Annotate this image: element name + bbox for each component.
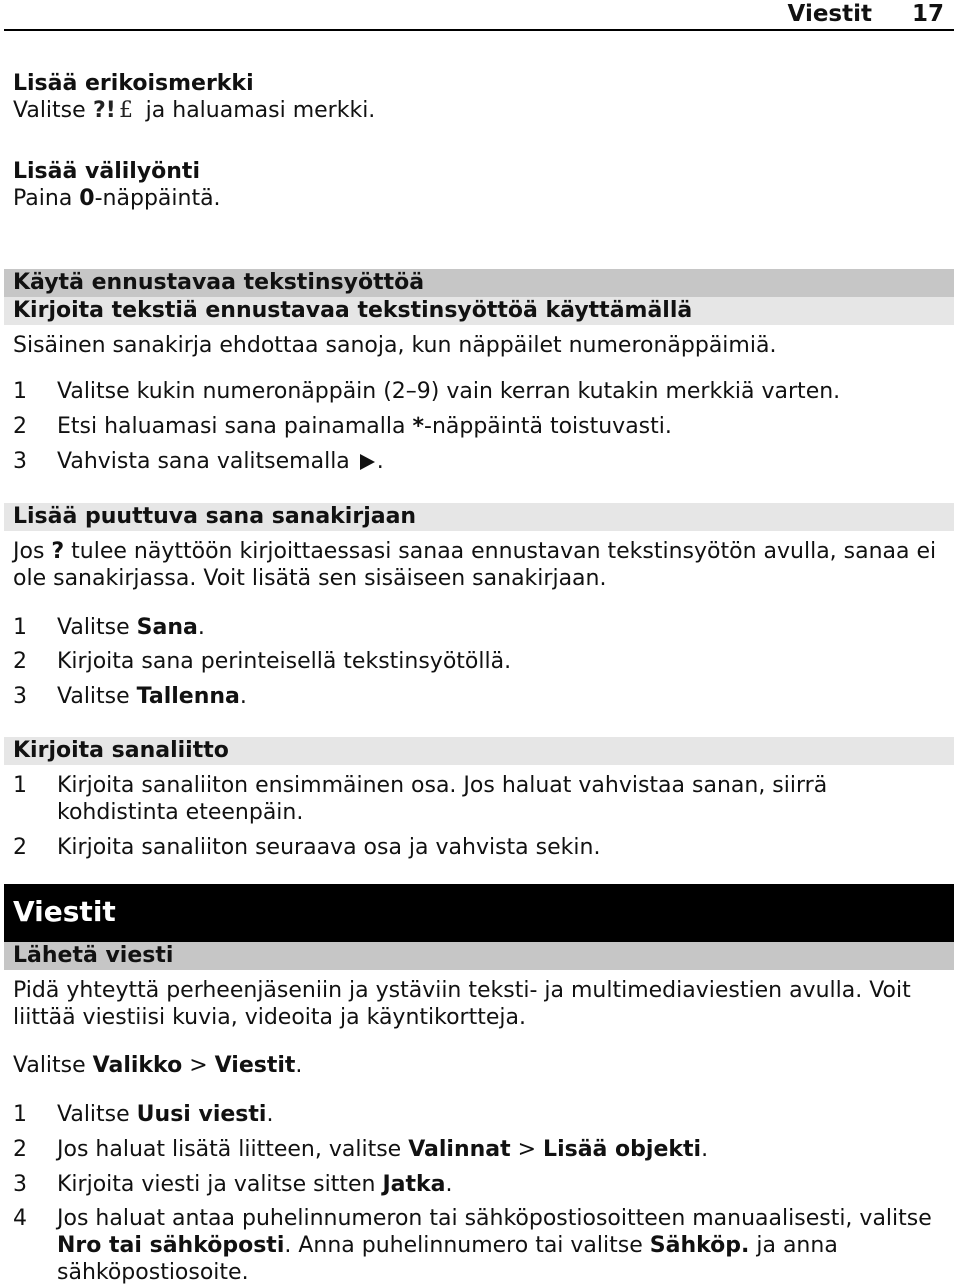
predictive-step-1 bbox=[13, 378, 952, 405]
path-separator: > bbox=[510, 1137, 544, 1162]
step-text-pre: Jos haluat lisätä liitteen, valitse bbox=[57, 1137, 409, 1162]
path-pre: Valitse bbox=[13, 1053, 93, 1078]
predictive-step-3 bbox=[13, 448, 952, 479]
step-number: 3 bbox=[13, 449, 27, 474]
step-text bbox=[57, 1136, 952, 1163]
messages-chapter-title: Viestit bbox=[4, 884, 954, 942]
step-text-post: -näppäintä toistuvasti. bbox=[424, 414, 672, 439]
menu-option-sana: Sana bbox=[136, 615, 198, 640]
missing-step-3 bbox=[13, 683, 952, 710]
step-text bbox=[57, 683, 952, 710]
menu-option-uusi-viesti: Uusi viesti bbox=[136, 1102, 267, 1127]
space-heading: Lisää välilyönti bbox=[13, 159, 200, 184]
special-char-heading: Lisää erikoismerkki bbox=[13, 71, 254, 96]
page-header bbox=[0, 0, 958, 30]
svg-text:£: £ bbox=[118, 98, 133, 121]
messages-step-3 bbox=[13, 1171, 952, 1198]
menu-item-viestit: Viestit bbox=[214, 1053, 296, 1078]
predictive-subheading: Kirjoita tekstiä ennustavaa tekstinsyöttöä käyttämällä bbox=[4, 297, 954, 325]
step-text-post: . bbox=[376, 449, 384, 474]
step-text: Kirjoita sana perinteisellä tekstinsyötöllä. bbox=[57, 649, 512, 674]
step-text: Valitse kukin numeronäppäin (2–9) vain kerran kutakin merkkiä varten. bbox=[57, 379, 841, 404]
missing-step-2 bbox=[13, 648, 952, 675]
step-number: 3 bbox=[13, 684, 27, 709]
step-text-post: . bbox=[239, 684, 247, 709]
step-number: 1 bbox=[13, 615, 27, 640]
send-message-heading: Lähetä viesti bbox=[4, 942, 954, 970]
step-number: 4 bbox=[13, 1206, 27, 1231]
compound-heading: Kirjoita sanaliitto bbox=[4, 737, 954, 765]
step-text bbox=[57, 1101, 952, 1128]
messages-intro: Pidä yhteyttä perheenjäseniin ja ystäviin teksti- ja multimediaviestien avulla. Voit liittää viestiisi kuvia, videoita ja käyntikortteja. bbox=[13, 978, 911, 1030]
path-post: . bbox=[295, 1053, 303, 1078]
step-text-pre: Valitse bbox=[57, 684, 137, 709]
step-text-pre: Valitse bbox=[57, 1102, 137, 1127]
missing-word-heading: Lisää puuttuva sana sanakirjaan bbox=[4, 503, 954, 531]
special-char-text bbox=[13, 97, 952, 128]
step-text-post: . bbox=[701, 1137, 709, 1162]
step-number: 3 bbox=[13, 1172, 27, 1197]
special-char-section bbox=[13, 70, 952, 128]
missing-word-intro bbox=[13, 538, 952, 592]
menu-option-nro-tai-sahkoposti: Nro tai sähköposti bbox=[57, 1233, 285, 1258]
page-number: 17 bbox=[911, 1, 944, 27]
step-text-pre: Etsi haluamasi sana painamalla bbox=[57, 414, 413, 439]
header-section-title: Viestit bbox=[787, 1, 872, 27]
missing-step-1 bbox=[13, 614, 952, 641]
predictive-heading: Käytä ennustavaa tekstinsyöttöä bbox=[4, 269, 954, 297]
step-text bbox=[57, 1205, 952, 1286]
space-text bbox=[13, 185, 952, 212]
menu-option-tallenna: Tallenna bbox=[136, 684, 240, 709]
predictive-intro: Sisäinen sanakirja ehdottaa sanoja, kun näppäilet numeronäppäimiä. bbox=[13, 333, 777, 358]
question-mark-indicator: ? bbox=[51, 539, 65, 564]
menu-item-valikko: Valikko bbox=[92, 1053, 183, 1078]
step-text bbox=[57, 413, 952, 440]
menu-option-valinnat: Valinnat bbox=[408, 1137, 511, 1162]
missing-intro-pre: Jos bbox=[13, 539, 45, 564]
step-text bbox=[57, 448, 952, 479]
menu-option-lisaa-objekti: Lisää objekti bbox=[543, 1137, 702, 1162]
step-text bbox=[57, 614, 952, 641]
header-rule bbox=[4, 29, 954, 31]
step-number: 1 bbox=[13, 1102, 27, 1127]
step-text-pre: Jos haluat antaa puhelinnumeron tai sähköpostiosoitteen manuaalisesti, valitse bbox=[57, 1206, 932, 1231]
menu-option-jatka: Jatka bbox=[382, 1172, 446, 1197]
step-number: 1 bbox=[13, 773, 27, 798]
menu-option-sahkop: Sähköp. bbox=[649, 1233, 750, 1258]
path-separator: > bbox=[182, 1053, 215, 1078]
step-number: 2 bbox=[13, 1137, 27, 1162]
messages-step-2 bbox=[13, 1136, 952, 1163]
messages-path bbox=[13, 1052, 952, 1079]
step-text bbox=[57, 1171, 952, 1198]
star-key: * bbox=[412, 414, 425, 439]
compound-step-2 bbox=[13, 834, 952, 861]
step-text-pre: Kirjoita viesti ja valitse sitten bbox=[57, 1172, 383, 1197]
compound-step-1 bbox=[13, 772, 952, 826]
step-text-post: ja anna sähköpostiosoite. bbox=[57, 1233, 838, 1285]
step-text-post: . bbox=[445, 1172, 453, 1197]
space-key: 0 bbox=[79, 186, 95, 211]
space-section bbox=[13, 158, 952, 212]
messages-step-4 bbox=[13, 1205, 952, 1286]
messages-step-1 bbox=[13, 1101, 952, 1128]
step-number: 1 bbox=[13, 379, 27, 404]
space-text-post: -näppäintä. bbox=[94, 186, 221, 211]
step-text-pre: Valitse bbox=[57, 615, 137, 640]
special-char-text-pre: Valitse bbox=[13, 98, 86, 123]
step-text-pre: Vahvista sana valitsemalla bbox=[57, 449, 350, 474]
missing-intro-post: tulee näyttöön kirjoittaessasi sanaa ennustavan tekstinsyötön avulla, sanaa ei ole sanakirjassa. Voit lisätä sen sisäiseen sanakirjaan. bbox=[13, 539, 937, 591]
step-text: Kirjoita sanaliiton seuraava osa ja vahvista sekin. bbox=[57, 835, 601, 860]
arrow-right-icon bbox=[357, 452, 377, 479]
step-number: 2 bbox=[13, 835, 27, 860]
special-char-text-post: ja haluamasi merkki. bbox=[145, 98, 376, 123]
special-characters-icon bbox=[93, 97, 139, 128]
space-text-pre: Paina bbox=[13, 186, 73, 211]
step-text-mid: . Anna puhelinnumero tai valitse bbox=[284, 1233, 650, 1258]
step-text-post: . bbox=[266, 1102, 274, 1127]
step-text: Kirjoita sanaliiton ensimmäinen osa. Jos haluat vahvistaa sanan, siirrä kohdistinta eteenpäin. bbox=[57, 773, 828, 825]
step-number: 2 bbox=[13, 649, 27, 674]
predictive-step-2 bbox=[13, 413, 952, 440]
step-text-post: . bbox=[197, 615, 205, 640]
svg-text:?!: ?! bbox=[92, 98, 116, 121]
step-number: 2 bbox=[13, 414, 27, 439]
